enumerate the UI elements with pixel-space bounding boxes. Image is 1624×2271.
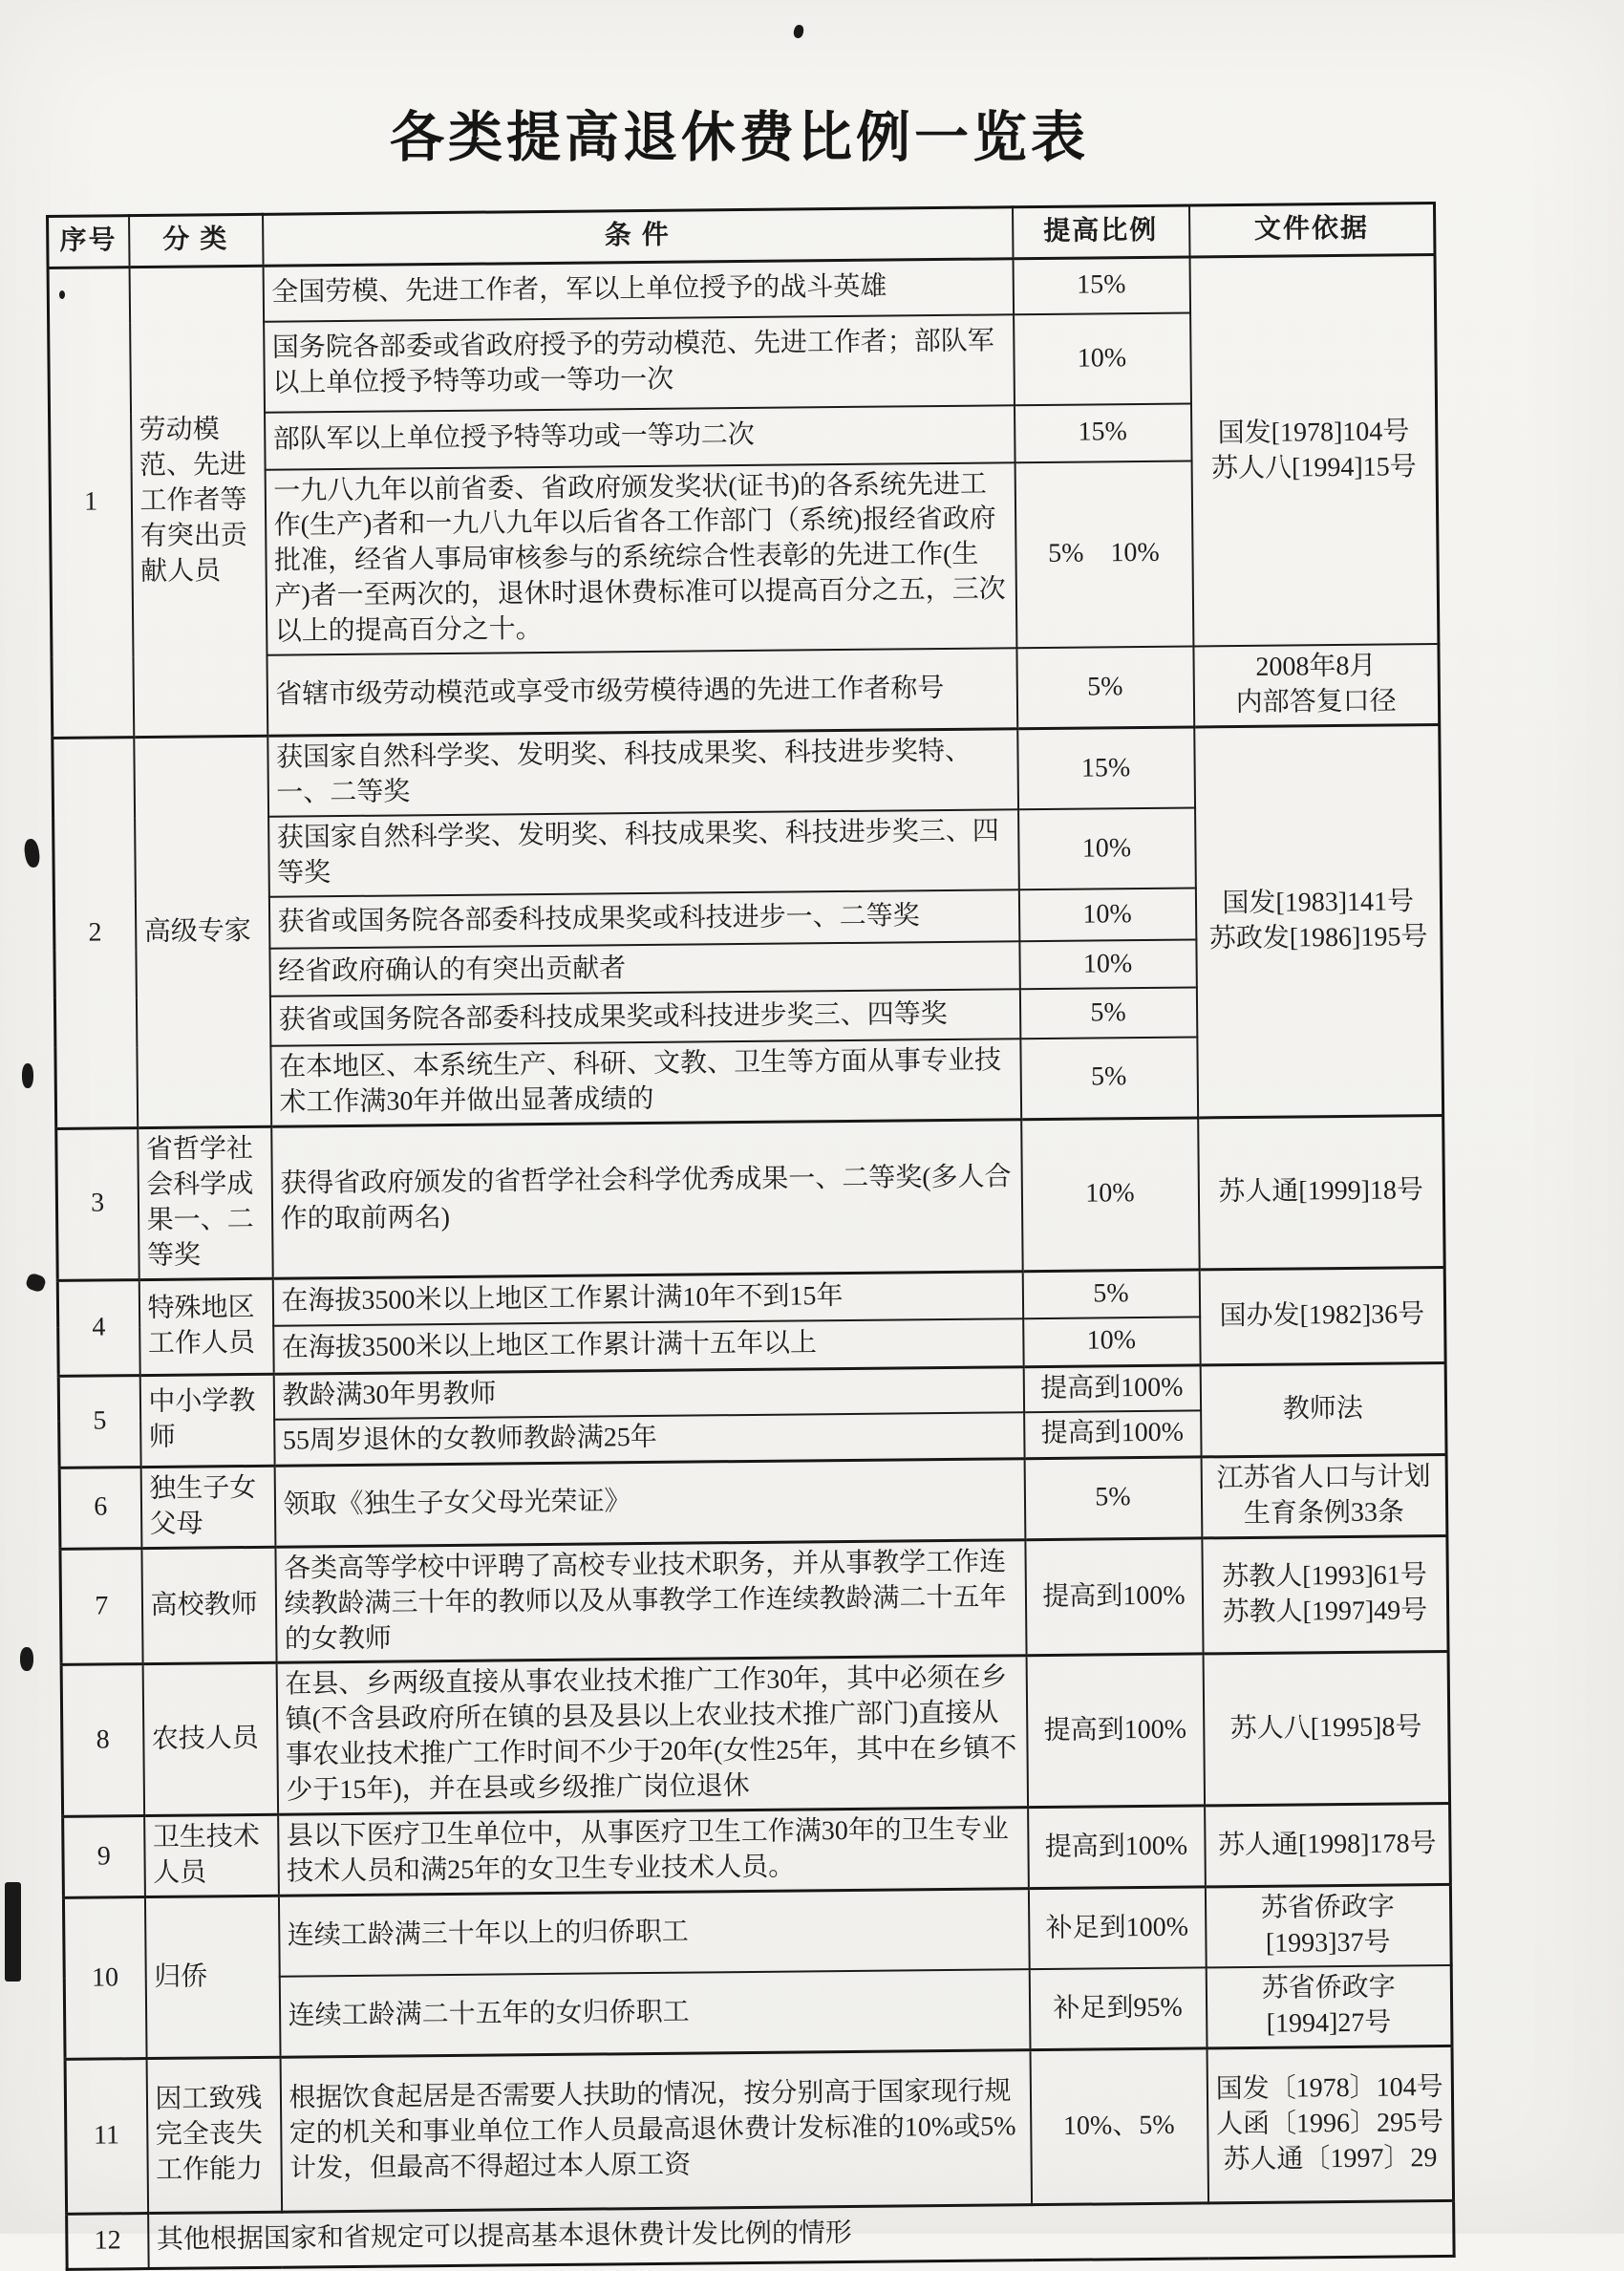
ratio-cell: 15% xyxy=(1014,403,1191,462)
condition-cell: 55周岁退休的女教师教龄满25年 xyxy=(274,1412,1024,1466)
ratio-cell: 10% xyxy=(1014,312,1191,405)
doc-cell: 教师法 xyxy=(1200,1362,1446,1456)
condition-cell: 连续工龄满二十五年的女归侨职工 xyxy=(279,1969,1030,2057)
table-row xyxy=(53,725,1441,819)
condition-cell: 国务院各部委或省政府授予的劳动模范、先进工作者；部队军以上单位授予特等功或一等功一次 xyxy=(264,314,1015,413)
retirement-ratio-table xyxy=(46,202,1456,2271)
category-cell: 因工致残完全丧失工作能力 xyxy=(146,2057,282,2213)
ratio-cell: 提高到100% xyxy=(1028,1806,1206,1889)
doc-cell: 苏省侨政字[1994]27号 xyxy=(1206,1965,1452,2048)
scan-artifact xyxy=(25,1272,48,1293)
condition-cell: 在本地区、本系统生产、科研、文教、卫生等方面从事专业技术工作满30年并做出显著成绩的 xyxy=(270,1039,1021,1126)
ratio-cell: 10% xyxy=(1018,888,1196,941)
ratio-cell: 10% xyxy=(1023,1318,1200,1367)
document-sheet xyxy=(46,208,1444,2264)
ratio-cell: 10% xyxy=(1018,808,1196,890)
doc-cell: 苏人通[1999]18号 xyxy=(1198,1115,1445,1269)
doc-cell: 苏人通[1998]178号 xyxy=(1205,1804,1451,1887)
ratio-cell: 10% xyxy=(1021,1118,1200,1272)
doc-cell: 苏人八[1995]8号 xyxy=(1203,1652,1450,1806)
serial-cell: 9 xyxy=(63,1816,145,1898)
ratio-cell: 提高到100% xyxy=(1023,1365,1200,1413)
condition-cell: 部队军以上单位授予特等功或一等功二次 xyxy=(265,405,1015,470)
table-row xyxy=(63,1804,1451,1898)
scan-artifact xyxy=(5,1882,21,1982)
condition-cell: 获国家自然科学奖、发明奖、科技成果奖、科技进步奖三、四等奖 xyxy=(268,809,1019,896)
ratio-cell: 5% xyxy=(1022,1270,1199,1319)
condition-cell: 一九八九年以前省委、省政府颁发奖状(证书)的各系统先进工作(生产)者和一九八九年以后省各工作部门（系统)报经省政府批准，经省人事局审核参与的系统综合性表彰的先进工作(生产)者一至两次的，退休时退休费标准可以提高百分之五，三次以上的提高百分之十。 xyxy=(265,462,1016,655)
condition-cell: 连续工龄满三十年以上的归侨职工 xyxy=(278,1889,1029,1977)
page-title: 各类提高退休费比例一览表 xyxy=(390,108,1089,168)
table-row xyxy=(63,1885,1451,1979)
serial-cell: 11 xyxy=(65,2059,148,2215)
ratio-cell: 10% xyxy=(1019,939,1196,989)
condition-cell: 全国劳模、先进工作者，军以上单位授予的战斗英雄 xyxy=(263,259,1014,322)
category-cell: 省哲学社会科学成果一、二等奖 xyxy=(138,1126,273,1279)
scan-artifact xyxy=(20,1647,33,1671)
category-cell: 高校教师 xyxy=(141,1547,276,1664)
condition-cell: 获省或国务院各部委科技成果奖或科技进步奖三、四等奖 xyxy=(269,989,1019,1046)
doc-cell: 国发[1983]141号 苏政发[1986]195号 xyxy=(1194,725,1443,1118)
condition-cell: 其他根据国家和省规定可以提高基本退休费计发比例的情形 xyxy=(148,2200,1454,2268)
table-row xyxy=(56,1115,1444,1280)
category-cell: 卫生技术人员 xyxy=(144,1815,279,1897)
condition-cell: 根据饮食起居是否需要人扶助的情况，按分别高于国家现行规定的机关和事业单位工作人员最高退休费计发标准的10%或5%计发，但最高不得超过本人原工资 xyxy=(280,2050,1032,2213)
header-cell-category: 分 类 xyxy=(129,214,264,267)
serial-cell: 12 xyxy=(67,2214,149,2270)
condition-cell: 获得省政府颁发的省哲学社会科学优秀成果一、二等奖(多人合作的取前两名) xyxy=(271,1120,1022,1278)
category-cell: 中小学教师 xyxy=(139,1374,274,1467)
doc-cell: 2008年8月 内部答复口径 xyxy=(1193,644,1440,727)
condition-cell: 在县、乡两级直接从事农业技术推广工作30年，其中必须在乡镇(不含县政府所在镇的县及县以上农业技术推广部门)直接从事农业技术推广工作时间不少于20年(女性25年，其中在乡镇不少于15年)，并在县或乡级推广岗位退休 xyxy=(276,1656,1027,1814)
ratio-cell: 5% xyxy=(1020,1037,1198,1119)
category-cell: 高级专家 xyxy=(134,736,271,1127)
serial-cell: 3 xyxy=(56,1127,139,1280)
condition-cell: 县以下医疗卫生单位中，从事医疗卫生工作满30年的卫生专业技术人员和满25年的女卫生专业技术人员。 xyxy=(278,1808,1029,1896)
serial-cell: 4 xyxy=(57,1279,139,1376)
ratio-cell: 15% xyxy=(1017,727,1195,809)
serial-cell: 6 xyxy=(59,1467,141,1549)
ratio-cell: 提高到100% xyxy=(1026,1654,1205,1808)
header-cell-ratio: 提高比例 xyxy=(1013,205,1190,259)
ratio-cell: 提高到100% xyxy=(1024,1411,1201,1459)
table-row xyxy=(61,1652,1449,1817)
ratio-cell: 5% xyxy=(1019,987,1196,1039)
ratio-cell: 补足到95% xyxy=(1029,1968,1207,2050)
serial-cell: 7 xyxy=(60,1548,142,1665)
condition-cell: 在海拔3500米以上地区工作累计满10年不到15年 xyxy=(272,1271,1022,1326)
category-cell: 农技人员 xyxy=(142,1663,278,1816)
doc-cell: 苏教人[1993]61号 苏教人[1997]49号 xyxy=(1202,1535,1448,1654)
ratio-cell: 5% xyxy=(1024,1457,1202,1540)
ratio-cell: 补足到100% xyxy=(1028,1887,1206,1969)
category-cell: 劳动模范、先进工作者等有突出贡献人员 xyxy=(129,266,267,737)
serial-cell: 10 xyxy=(63,1897,146,2060)
condition-cell: 省辖市级劳动模范或享受市级劳模待遇的先进工作者称号 xyxy=(267,649,1017,737)
header-cell-serial: 序号 xyxy=(48,216,130,268)
condition-cell: 经省政府确认的有突出贡献者 xyxy=(269,941,1019,996)
category-cell: 归侨 xyxy=(144,1896,280,2058)
condition-cell: 各类高等学校中评聘了高校专业技术职务，并从事教学工作连续教龄满三十年的教师以及从事教学工作连续教龄满二十五年的女教师 xyxy=(275,1539,1026,1662)
category-cell: 独生子女父母 xyxy=(140,1466,275,1548)
serial-cell: 1 xyxy=(48,268,134,739)
condition-cell: 在海拔3500米以上地区工作累计满十五年以上 xyxy=(273,1318,1023,1374)
doc-cell: 国发〔1978〕104号 人函〔1996〕295号 苏人通〔1997〕29 xyxy=(1207,2046,1454,2202)
table-row xyxy=(59,1454,1447,1549)
category-cell: 特殊地区工作人员 xyxy=(139,1278,273,1375)
condition-cell: 领取《独生子女父母光荣证》 xyxy=(274,1458,1025,1546)
scan-artifact xyxy=(23,838,41,868)
serial-cell: 5 xyxy=(58,1375,140,1468)
doc-cell: 江苏省人口与计划生育条例33条 xyxy=(1201,1454,1447,1537)
serial-cell: 2 xyxy=(53,738,138,1129)
doc-cell: 苏省侨政字[1993]37号 xyxy=(1205,1885,1451,1968)
doc-cell: 国办发[1982]36号 xyxy=(1199,1267,1445,1364)
table-row xyxy=(65,2046,1453,2214)
condition-cell: 获省或国务院各部委科技成果奖或科技进步一、二等奖 xyxy=(268,889,1018,949)
condition-cell: 教龄满30年男教师 xyxy=(273,1366,1023,1420)
serial-cell: 8 xyxy=(61,1664,144,1817)
header-cell-doc: 文件依据 xyxy=(1188,204,1435,257)
table-row xyxy=(60,1535,1448,1665)
scan-artifact xyxy=(22,1063,33,1088)
ratio-cell: 5% 10% xyxy=(1015,461,1193,649)
ratio-cell: 10%、5% xyxy=(1030,2048,1208,2205)
header-cell-condition: 条 件 xyxy=(263,207,1013,267)
condition-cell: 获国家自然科学奖、发明奖、科技成果奖、科技进步奖特、一、二等奖 xyxy=(267,729,1018,817)
ratio-cell: 提高到100% xyxy=(1025,1538,1203,1657)
ratio-cell: 5% xyxy=(1016,647,1194,729)
doc-cell: 国发[1978]104号 苏人八[1994]15号 xyxy=(1189,255,1439,647)
ratio-cell: 15% xyxy=(1013,257,1190,314)
